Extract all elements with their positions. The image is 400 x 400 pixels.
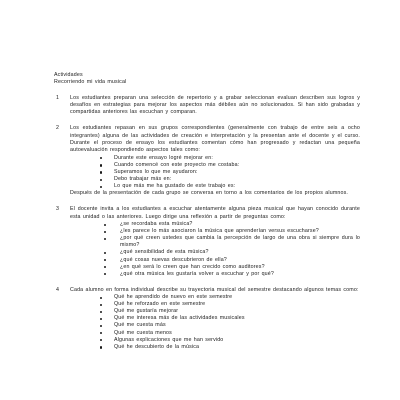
list-item: Lo que más me ha gustado de este trabajo es: (114, 183, 360, 190)
bullet-icon (100, 332, 102, 334)
section-header (54, 72, 360, 87)
item-text: Los estudiantes repasan en sus grupos correspondientes (generalmente con trabajo de entre seis a ocho integrantes) alguna de las actividades de creación e interpretación y la presentan ante el docente y el curso. Durante el proceso de ensayo los estudiantes comentan cómo han progresado y redactan una pequeña autoevaluación respondiendo aspectos tales como: (70, 125, 360, 154)
bullet-icon (104, 273, 106, 275)
bullet-list (70, 294, 360, 351)
bullet-icon (100, 325, 102, 327)
list-item: Debo trabajar más en: (114, 176, 360, 183)
list-item: ¿qué cosas nuevas descubrieron de ella? (120, 257, 360, 264)
bullet-list (70, 221, 360, 278)
bullet-icon (104, 259, 106, 261)
bullet-icon (104, 252, 106, 254)
document-body (54, 72, 360, 360)
list-item: ¿qué otra música les gustaría volver a escuchar y por qué? (120, 271, 360, 278)
bullet-icon (100, 311, 102, 313)
bullet-icon (100, 304, 102, 306)
bullet-icon (100, 318, 102, 320)
activity-item-2 (54, 125, 360, 197)
list-item: Qué me gustaría mejorar (114, 308, 360, 315)
list-item: ¿qué sensibilidad de esta música? (120, 249, 360, 256)
list-item: Qué he reforzado en este semestre (114, 301, 360, 308)
activity-item-4 (54, 287, 360, 351)
list-item: Algunas explicaciones que me han servido (114, 337, 360, 344)
list-item: Qué me interesa más de las actividades musicales (114, 315, 360, 322)
item-closing-text: Después de la presentación de cada grupo se conversa en torno a los comentarios de los propios alumnos. (70, 190, 348, 197)
bullet-icon (100, 339, 102, 341)
list-item: Durante este ensayo logré mejorar en: (114, 155, 360, 162)
list-item: Superamos lo que me ayudaron: (114, 169, 360, 176)
list-item: Qué he aprendido de nuevo en este semestre (114, 294, 360, 301)
item-number: 4 (56, 286, 60, 293)
list-item: Qué he descubierto de la música (114, 344, 360, 351)
item-number: 2 (56, 125, 60, 132)
document-title: Actividades (54, 72, 83, 78)
bullet-icon (104, 266, 106, 268)
list-item: ¿les parece lo más asociaron la música que aprenderían versus escucharse? (120, 228, 360, 235)
item-text: El docente invita a los estudiantes a escuchar atentamente alguna pieza musical que hayan conocido durante esta unidad o las anteriores. Luego dirige una reflexión a partir de preguntas como: (70, 206, 360, 220)
bullet-icon (104, 231, 106, 233)
bullet-icon (100, 297, 102, 299)
item-text: Los estudiantes preparan una selección de repertorio y a grabar seleccionan evaluan describen sus logros y desafíos en estrategias para mejorar los aspectos más débiles aún no solucionados. Si han sido grabadas y compartidas anteriores las escuchan y comparan. (70, 94, 360, 116)
bullet-icon (104, 224, 106, 226)
list-item: ¿se recordaba esta música? (120, 221, 360, 228)
bullet-icon (100, 164, 102, 166)
list-item: ¿por qué creen ustedes que cambia la percepción de largo de una obra si siempre dura lo mismo? (120, 235, 360, 249)
bullet-list (70, 155, 360, 190)
list-item: Cuando comencé con este proyecto me costaba: (114, 162, 360, 169)
bullet-icon (100, 157, 102, 159)
item-text: Cada alumno en forma individual describe su trayectoria musical del semestre destacando algunos temas como: (70, 286, 359, 293)
activity-item-3 (54, 206, 360, 277)
item-number: 3 (56, 206, 60, 213)
activity-item-1 (54, 95, 360, 117)
item-number: 1 (56, 94, 60, 101)
list-item: Qué me cuesta menos (114, 330, 360, 337)
list-item: ¿en qué será lo creen que han crecido como auditores? (120, 264, 360, 271)
bullet-icon (100, 346, 102, 348)
list-item: Qué me cuesta más (114, 322, 360, 329)
bullet-icon (100, 179, 102, 181)
bullet-icon (104, 238, 106, 240)
bullet-icon (100, 186, 102, 188)
document-subtitle: Recorriendo mi vida musical (54, 79, 127, 86)
bullet-icon (100, 171, 102, 173)
